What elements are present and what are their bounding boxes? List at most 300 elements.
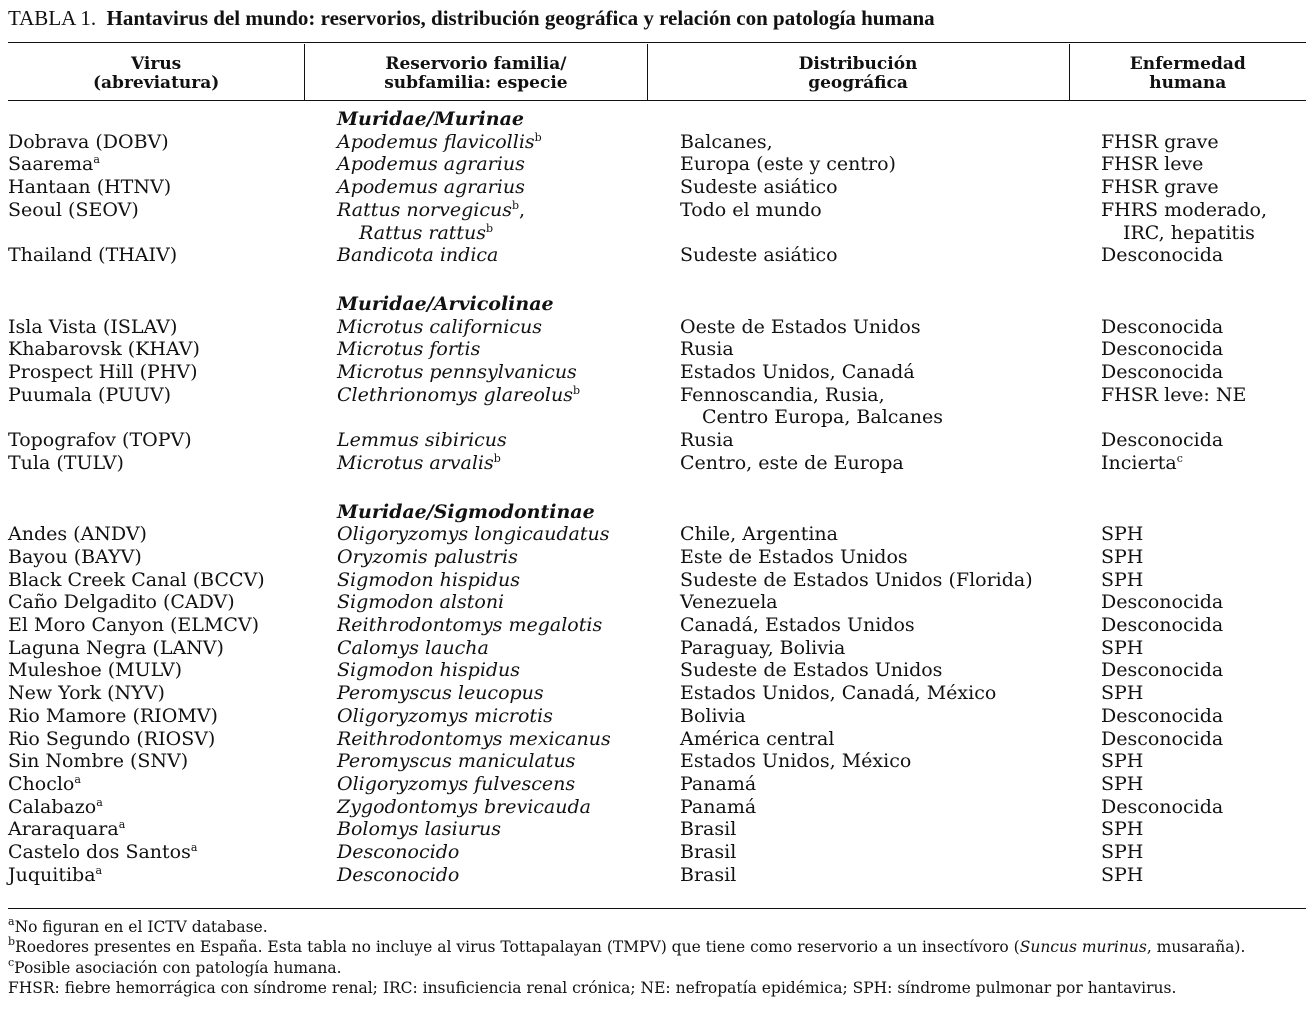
virus-cell-line — [8, 153, 337, 176]
disease-cell-line — [1101, 818, 1306, 841]
reservoir-cell-text: Sigmodon alstoni — [337, 591, 505, 614]
reservoir-cell — [337, 728, 680, 751]
reservoir-cell-text: Sigmodon hispidus — [337, 659, 521, 682]
distribution-cell-text: Estados Unidos, Canadá — [680, 361, 915, 383]
disease-cell-text: Desconocida — [1101, 614, 1224, 637]
disease-cell — [1101, 750, 1306, 773]
disease-cell-text: FHSR leve — [1101, 153, 1204, 176]
distribution-cell-text: Centro, este de Europa — [680, 451, 904, 474]
distribution-cell-line — [680, 637, 1101, 660]
virus-cell-text: Tula (TULV) — [8, 451, 124, 474]
virus-cell-line — [8, 591, 337, 614]
disease-cell-line — [1101, 199, 1306, 222]
disease-cell-line — [1101, 659, 1306, 682]
virus-cell-line — [8, 614, 337, 637]
virus-cell — [8, 682, 337, 705]
reservoir-cell-line — [337, 864, 680, 887]
group-heading: Muridae/Arvicolinae — [337, 292, 554, 315]
distribution-cell-text: Canadá, Estados Unidos — [680, 614, 915, 637]
disease-cell — [1101, 591, 1306, 614]
footnote-marker: a — [74, 772, 81, 786]
virus-cell — [8, 728, 337, 751]
virus-cell-text: El Moro Canyon (ELMCV) — [8, 614, 260, 637]
disease-cell-line — [1101, 682, 1306, 705]
reservoir-cell-line — [337, 176, 680, 199]
table-row — [8, 659, 1306, 682]
reservoir-cell-text: Clethrionomys glareolus — [337, 383, 573, 406]
disease-cell — [1101, 452, 1306, 475]
distribution-cell — [680, 864, 1101, 887]
reservoir-cell-text: Oligoryzomys fulvescens — [337, 772, 576, 795]
distribution-cell-text: Oeste de Estados Unidos — [680, 315, 921, 338]
footnote-marker: a — [118, 818, 126, 832]
distribution-cell-text: Este de Estados Unidos — [680, 545, 908, 568]
disease-cell-text: IRC, hepatitis — [1123, 221, 1255, 244]
table-row — [8, 244, 1306, 267]
disease-cell-line — [1101, 316, 1306, 339]
virus-cell — [8, 361, 337, 384]
virus-cell-line — [8, 705, 337, 728]
virus-cell-line — [8, 682, 337, 705]
reservoir-cell-line: Rattus norvegicus$^b$, — [337, 198, 526, 221]
distribution-cell-line — [680, 773, 1101, 796]
distribution-cell-line — [680, 614, 1101, 637]
header-rule — [8, 100, 1306, 101]
distribution-cell-line — [680, 591, 1101, 614]
reservoir-cell-text: Sigmodon hispidus — [337, 568, 521, 591]
disease-cell-text: Desconocida — [1101, 361, 1224, 383]
disease-cell-line — [1101, 796, 1306, 819]
reservoir-cell-line — [337, 244, 680, 267]
virus-cell — [8, 841, 337, 864]
distribution-cell-text: América central — [680, 727, 835, 750]
distribution-cell — [680, 614, 1101, 637]
reservoir-cell-text: Microtus californicus — [337, 315, 542, 338]
table-row — [8, 131, 1306, 154]
disease-cell — [1101, 659, 1306, 682]
virus-cell-line — [8, 864, 337, 887]
virus-cell-text: Dobrava (DOBV) — [8, 130, 169, 153]
distribution-cell — [680, 316, 1101, 339]
virus-cell — [8, 316, 337, 339]
disease-cell — [1101, 338, 1306, 361]
reservoir-cell — [337, 705, 680, 728]
virus-cell-line — [8, 338, 337, 361]
reservoir-cell-text: Calomys laucha — [337, 636, 489, 659]
reservoir-cell — [337, 569, 680, 592]
disease-cell-line — [1101, 523, 1306, 546]
virus-cell — [8, 818, 337, 841]
virus-cell — [8, 864, 337, 887]
distribution-cell-line — [680, 841, 1101, 864]
disease-cell — [1101, 546, 1306, 569]
virus-cell-text: Khabarovsk (KHAV) — [8, 338, 200, 361]
disease-cell — [1101, 361, 1306, 384]
disease-cell-text: Desconocida — [1101, 429, 1224, 452]
distribution-cell-line — [680, 384, 1101, 407]
reservoir-cell-line — [337, 728, 680, 751]
table-row — [8, 153, 1306, 176]
reservoir-cell-line — [337, 316, 680, 339]
distribution-cell-text: Rusia — [680, 338, 734, 361]
virus-cell-text: Topografov (TOPV) — [8, 429, 192, 452]
disease-cell-text: FHRS moderado, — [1101, 198, 1268, 221]
reservoir-cell-text: Oligoryzomys longicaudatus — [337, 523, 610, 546]
virus-cell-text: Andes (ANDV) — [8, 523, 147, 546]
reservoir-cell-line — [337, 591, 680, 614]
reservoir-cell-line — [337, 637, 680, 660]
disease-cell-text: Incierta — [1101, 451, 1177, 474]
disease-cell-text: SPH — [1101, 818, 1144, 841]
distribution-cell-text: Europa (este y centro) — [680, 153, 896, 176]
distribution-cell — [680, 705, 1101, 728]
reservoir-cell — [337, 546, 680, 569]
reservoir-cell-text: Rattus rattus — [359, 221, 487, 244]
disease-cell-text: Desconocida — [1101, 727, 1224, 750]
virus-cell — [8, 452, 337, 475]
virus-cell — [8, 199, 337, 244]
reservoir-cell-text: Bolomys lasiurus — [337, 818, 501, 841]
virus-cell-line — [8, 199, 337, 222]
footnote-marker: a — [96, 795, 103, 809]
disease-cell-line — [1101, 176, 1306, 199]
virus-cell-line — [8, 637, 337, 660]
virus-cell-line — [8, 131, 337, 154]
distribution-cell — [680, 773, 1101, 796]
distribution-cell — [680, 546, 1101, 569]
virus-cell — [8, 153, 337, 176]
disease-cell-line — [1101, 569, 1306, 592]
distribution-cell — [680, 131, 1101, 154]
reservoir-cell — [337, 591, 680, 614]
distribution-cell-line — [680, 569, 1101, 592]
distribution-cell — [680, 728, 1101, 751]
virus-cell — [8, 523, 337, 546]
footnote-marker: b — [511, 198, 520, 212]
virus-cell — [8, 614, 337, 637]
disease-cell — [1101, 176, 1306, 199]
disease-cell — [1101, 728, 1306, 751]
virus-cell-line — [8, 361, 337, 384]
disease-cell-text: Desconocida — [1101, 659, 1224, 682]
reservoir-cell — [337, 429, 680, 452]
virus-cell — [8, 131, 337, 154]
reservoir-cell — [337, 682, 680, 705]
reservoir-cell-line — [337, 796, 680, 819]
table-row — [8, 523, 1306, 546]
reservoir-cell-line — [337, 682, 680, 705]
reservoir-cell-text: Apodemus agrarius — [337, 176, 525, 199]
table-row — [8, 361, 1306, 384]
virus-cell-text: Juquitiba — [8, 863, 96, 886]
reservoir-cell — [337, 452, 680, 475]
reservoir-cell-text: Peromyscus maniculatus — [337, 750, 576, 773]
distribution-cell-text: Balcanes, — [680, 130, 773, 153]
disease-cell-text: SPH — [1101, 772, 1144, 795]
distribution-cell-text: Brasil — [680, 818, 737, 841]
table-label: TABLA 1. — [8, 6, 97, 30]
virus-cell-text: Castelo dos Santos — [8, 841, 191, 864]
virus-cell-line — [8, 728, 337, 751]
virus-cell-line — [8, 546, 337, 569]
disease-cell-line — [1101, 728, 1306, 751]
reservoir-cell-text: Microtus arvalis — [337, 451, 494, 474]
reservoir-cell — [337, 199, 680, 244]
disease-cell — [1101, 569, 1306, 592]
virus-cell-line — [8, 773, 337, 796]
distribution-cell-text: Chile, Argentina — [680, 523, 838, 546]
disease-cell — [1101, 864, 1306, 887]
distribution-cell-line — [680, 728, 1101, 751]
virus-cell-text: Laguna Negra (LANV) — [8, 636, 224, 659]
disease-cell-text: Desconocida — [1101, 315, 1224, 338]
reservoir-cell-line — [337, 361, 680, 384]
distribution-cell-line — [680, 682, 1101, 705]
reservoir-cell-text: Lemmus sibiricus — [337, 429, 507, 452]
virus-cell — [8, 796, 337, 819]
table-row — [8, 569, 1306, 592]
disease-cell-text: Desconocida — [1101, 244, 1224, 267]
reservoir-cell-text: Peromyscus leucopus — [337, 682, 544, 705]
reservoir-cell-text: Oryzomis palustris — [337, 545, 518, 568]
virus-cell — [8, 773, 337, 796]
virus-cell — [8, 176, 337, 199]
distribution-cell — [680, 452, 1101, 475]
virus-cell-text: Black Creek Canal (BCCV) — [8, 568, 265, 591]
disease-cell — [1101, 429, 1306, 452]
distribution-cell-line — [680, 546, 1101, 569]
distribution-cell-text: Paraguay, Bolivia — [680, 636, 846, 659]
disease-cell — [1101, 637, 1306, 660]
reservoir-cell-text: Microtus pennsylvanicus — [337, 361, 577, 383]
virus-cell-text: Calabazo — [8, 795, 97, 818]
disease-cell-line — [1101, 750, 1306, 773]
reservoir-cell-text: Desconocido — [337, 841, 460, 864]
disease-cell — [1101, 682, 1306, 705]
distribution-cell-line — [680, 176, 1101, 199]
distribution-cell-text: Brasil — [680, 841, 737, 864]
reservoir-cell — [337, 244, 680, 267]
reservoir-cell — [337, 614, 680, 637]
disease-cell-text: SPH — [1101, 750, 1144, 773]
disease-cell-line — [1101, 384, 1306, 407]
distribution-cell-text: Fennoscandia, Rusia, — [680, 383, 885, 406]
distribution-cell-line — [680, 199, 1101, 222]
distribution-cell — [680, 818, 1101, 841]
virus-cell — [8, 659, 337, 682]
distribution-cell — [680, 523, 1101, 546]
distribution-cell-line — [680, 452, 1101, 475]
footnote-marker: a — [95, 863, 103, 877]
disease-cell-text: SPH — [1101, 841, 1144, 864]
footnote-marker: a — [190, 841, 198, 855]
distribution-cell — [680, 384, 1101, 429]
disease-cell-line — [1101, 546, 1306, 569]
table-row — [8, 591, 1306, 614]
disease-cell — [1101, 199, 1306, 244]
distribution-cell — [680, 841, 1101, 864]
disease-cell-text: SPH — [1101, 682, 1144, 705]
distribution-cell-text: Panamá — [680, 772, 757, 795]
disease-cell-text: Desconocida — [1101, 338, 1224, 361]
table-row — [8, 864, 1306, 887]
footnote-marker: a — [93, 153, 100, 167]
reservoir-cell — [337, 659, 680, 682]
disease-cell-line — [1101, 222, 1306, 245]
table-row — [8, 452, 1306, 475]
distribution-cell-line — [680, 705, 1101, 728]
disease-cell-line — [1101, 452, 1306, 475]
disease-cell-line — [1101, 244, 1306, 267]
virus-cell-text: Choclo — [8, 772, 75, 795]
disease-cell-text: FHSR leve: NE — [1101, 383, 1247, 406]
reservoir-cell — [337, 153, 680, 176]
disease-cell-text: SPH — [1101, 863, 1144, 886]
distribution-cell-line — [680, 796, 1101, 819]
footnote-marker: b — [572, 383, 580, 397]
reservoir-cell-text: Reithrodontomys mexicanus — [337, 727, 611, 750]
reservoir-cell-text: Apodemus agrarius — [337, 153, 525, 176]
footnote-marker: b — [493, 451, 501, 465]
distribution-cell — [680, 361, 1101, 384]
disease-cell-text: SPH — [1101, 523, 1144, 546]
virus-cell — [8, 384, 337, 429]
reservoir-cell-text: Zygodontomys brevicauda — [337, 795, 591, 818]
distribution-cell-text: Venezuela — [680, 591, 778, 614]
reservoir-cell — [337, 523, 680, 546]
reservoir-cell — [337, 864, 680, 887]
footnote-marker: b — [486, 221, 494, 235]
table-body — [8, 108, 1306, 886]
virus-cell-line — [8, 750, 337, 773]
reservoir-cell-line — [337, 569, 680, 592]
distribution-cell-line — [680, 818, 1101, 841]
table-row — [8, 546, 1306, 569]
footnote-c: $^c$Posible asociación con patología humana. — [8, 955, 342, 977]
reservoir-cell-line — [337, 750, 680, 773]
table-title: Hantavirus del mundo: reservorios, distribución geográfica y relación con patología humana — [106, 6, 935, 30]
distribution-cell-text: Sudeste de Estados Unidos — [680, 659, 943, 682]
distribution-cell — [680, 244, 1101, 267]
disease-cell-line — [1101, 361, 1306, 384]
reservoir-cell-line — [337, 338, 680, 361]
disease-cell-text: Desconocida — [1101, 591, 1224, 614]
header-distribution: Distribución geográfica — [648, 44, 1070, 100]
virus-cell-text: Rio Mamore (RIOMV) — [8, 704, 218, 727]
reservoir-cell — [337, 750, 680, 773]
table-row — [8, 199, 1306, 244]
disease-cell — [1101, 841, 1306, 864]
virus-cell-text: Puumala (PUUV) — [8, 383, 172, 406]
disease-cell — [1101, 773, 1306, 796]
table-row — [8, 728, 1306, 751]
disease-cell — [1101, 244, 1306, 267]
reservoir-cell-line — [337, 614, 680, 637]
header-disease: Enfermedad humana — [1129, 54, 1246, 93]
virus-cell-line — [8, 429, 337, 452]
disease-cell-text: SPH — [1101, 636, 1144, 659]
reservoir-cell — [337, 384, 680, 429]
reservoir-cell-text: Reithrodontomys megalotis — [337, 614, 603, 637]
disease-cell-text: Desconocida — [1101, 795, 1224, 818]
virus-cell-text: Prospect Hill (PHV) — [8, 361, 198, 383]
disease-cell-line — [1101, 705, 1306, 728]
distribution-cell-text: Panamá — [680, 795, 757, 818]
top-rule — [8, 42, 1306, 43]
disease-cell-line — [1101, 614, 1306, 637]
disease-cell-line — [1101, 338, 1306, 361]
header-reservoir: Reservorio familia/ subfamilia: especie — [305, 44, 647, 100]
disease-cell-text: FHSR grave — [1101, 176, 1219, 199]
disease-cell-line — [1101, 864, 1306, 887]
table-row — [8, 614, 1306, 637]
disease-cell — [1101, 153, 1306, 176]
distribution-cell — [680, 176, 1101, 199]
reservoir-cell-line — [337, 523, 680, 546]
reservoir-cell-text: Apodemus flavicollis — [337, 130, 535, 153]
reservoir-cell — [337, 316, 680, 339]
virus-cell-text: Thailand (THAIV) — [8, 244, 178, 267]
distribution-cell-line — [680, 864, 1101, 887]
virus-cell — [8, 705, 337, 728]
table-row — [8, 637, 1306, 660]
distribution-cell-text: Estados Unidos, Canadá, México — [680, 682, 997, 705]
reservoir-cell-line — [337, 222, 680, 245]
disease-cell — [1101, 796, 1306, 819]
distribution-cell — [680, 591, 1101, 614]
distribution-cell — [680, 199, 1101, 244]
reservoir-cell-line — [337, 705, 680, 728]
header-virus: Virus (abreviatura) — [8, 44, 305, 100]
table-row — [8, 705, 1306, 728]
distribution-cell-line — [680, 361, 1101, 384]
virus-cell-line — [8, 569, 337, 592]
reservoir-cell-text: Bandicota indica — [337, 244, 499, 267]
disease-cell — [1101, 818, 1306, 841]
reservoir-cell — [337, 361, 680, 384]
distribution-cell-text: Sudeste asiático — [680, 176, 838, 199]
virus-cell — [8, 637, 337, 660]
disease-cell-text: Desconocida — [1101, 704, 1224, 727]
reservoir-cell — [337, 818, 680, 841]
virus-cell — [8, 429, 337, 452]
reservoir-cell-line — [337, 818, 680, 841]
footnote-abbreviations: FHSR: fiebre hemorrágica con síndrome renal; IRC: insuficiencia renal crónica; NE: nefropatía epidémica; SPH: síndrome pulmonar por hantavirus. — [8, 979, 1177, 998]
distribution-cell-text: Todo el mundo — [680, 198, 822, 221]
table-row — [8, 818, 1306, 841]
virus-cell-line — [8, 659, 337, 682]
disease-cell-text: FHSR grave — [1101, 130, 1219, 153]
table-caption — [8, 4, 1308, 32]
virus-cell — [8, 569, 337, 592]
disease-cell — [1101, 316, 1306, 339]
disease-cell — [1101, 131, 1306, 154]
virus-cell — [8, 244, 337, 267]
virus-cell-line — [8, 818, 337, 841]
distribution-cell-line — [680, 338, 1101, 361]
virus-cell-line — [8, 244, 337, 267]
distribution-cell — [680, 682, 1101, 705]
distribution-cell-line — [680, 429, 1101, 452]
reservoir-cell-line — [337, 153, 680, 176]
footnote-b: $^b$Roedores presentes en España. Esta tabla no incluye al virus Tottapalayan (TMPV) que tiene como reservorio a un insectívoro (Suncus murinus, musaraña). — [8, 935, 1246, 957]
distribution-cell-text: Sudeste asiático — [680, 244, 838, 267]
reservoir-cell — [337, 338, 680, 361]
virus-cell-line — [8, 841, 337, 864]
footnote-a: $^a$No figuran en el ICTV database. — [8, 915, 268, 936]
reservoir-cell-text: Oligoryzomys microtis — [337, 704, 553, 727]
disease-cell-line — [1101, 131, 1306, 154]
